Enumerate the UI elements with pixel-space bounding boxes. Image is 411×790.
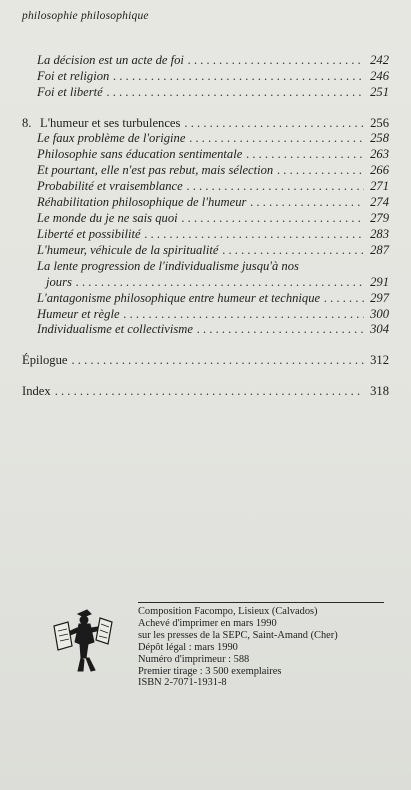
leader-dots [197, 322, 364, 337]
colophon-line: ISBN 2-7071-1931-8 [138, 677, 227, 689]
colophon-line: Composition Facompo, Lisieux (Calvados) [138, 606, 318, 617]
toc-entry-page: 266 [370, 163, 389, 177]
toc-entry-title: Le faux problème de l'origine [37, 131, 186, 145]
toc-entry-page: 287 [370, 243, 389, 257]
toc-entry [37, 85, 389, 100]
toc-entry-title: Liberté et possibilité [37, 227, 141, 241]
toc-entry-title: Foi et liberté [37, 85, 103, 99]
toc-entry-title: Index [22, 384, 51, 398]
toc-entry-title: L'humeur, véhicule de la spiritualité [37, 243, 219, 257]
leader-dots [246, 147, 364, 162]
leader-dots [189, 131, 364, 146]
leader-dots [187, 179, 364, 194]
toc-entry-page: 271 [370, 179, 389, 193]
toc-entry-page: 274 [370, 195, 389, 209]
toc-entry-page: 251 [370, 85, 389, 99]
colophon [138, 606, 338, 689]
toc-entry [37, 195, 389, 210]
toc-entry [37, 243, 389, 258]
toc-entry-page: 242 [370, 53, 389, 67]
toc-entry-page: 258 [370, 131, 389, 145]
toc-entry-page: 279 [370, 211, 389, 225]
chapter-title: L'humeur et ses turbulences [40, 116, 181, 130]
toc-entry-title: La décision est un acte de foi [37, 53, 184, 67]
toc-entry-title: Le monde du je ne sais quoi [37, 211, 178, 225]
leader-dots [145, 227, 364, 242]
toc-entry [37, 179, 389, 194]
toc-entry-page: 312 [370, 353, 389, 367]
toc-entry-page: 283 [370, 227, 389, 241]
leader-dots [222, 243, 364, 258]
toc-entry-title: Foi et religion [37, 69, 110, 83]
toc-entry [37, 227, 389, 242]
leader-dots [184, 116, 364, 131]
leader-dots [250, 195, 364, 210]
leader-dots [113, 69, 364, 84]
colophon-line: Premier tirage : 3 500 exemplaires [138, 665, 282, 677]
toc-entry-page: 300 [370, 307, 389, 321]
toc-entry [37, 291, 389, 306]
toc-entry-title: jours [46, 275, 72, 289]
toc-entry-title: Épilogue [22, 353, 68, 367]
colophon-line: Numéro d'imprimeur : 588 [138, 653, 250, 665]
toc-entry [46, 275, 389, 290]
toc-entry-page: 297 [370, 291, 389, 305]
colophon-line: Dépôt légal : mars 1990 [138, 641, 238, 653]
toc-entry-title: Individualisme et collectivisme [37, 322, 193, 336]
toc-epilogue [22, 353, 389, 368]
colophon-line: sur les presses de la SEPC, Saint-Amand (Cher) [138, 629, 338, 641]
leader-dots [107, 85, 364, 100]
leader-dots [182, 211, 364, 226]
leader-dots [71, 353, 364, 368]
toc-entry-title: Humeur et règle [37, 307, 120, 321]
toc-entry-page: 291 [370, 275, 389, 289]
toc-entry [37, 69, 389, 84]
toc-entry-title: L'antagonisme philosophique entre humeur et technique [37, 291, 321, 305]
toc-entry [37, 211, 389, 226]
toc-entry-title: Réhabilitation philosophique de l'humeur [37, 195, 247, 209]
leader-dots [124, 307, 364, 322]
toc-entry [37, 307, 389, 322]
toc-entry-title: La lente progression de l'individualisme jusqu'à nos [37, 259, 299, 273]
chapter-heading [22, 116, 389, 131]
toc-entry-page: 263 [370, 147, 389, 161]
toc-index [22, 384, 389, 399]
colophon-rule [138, 602, 384, 603]
toc-entry-title: Et pourtant, elle n'est pas rebut, mais sélection [37, 163, 274, 177]
leader-dots [324, 291, 364, 306]
printer-man-icon [50, 604, 116, 676]
toc-entry-title: Philosophie sans éducation sentimentale [37, 147, 243, 161]
toc-entry-page: 304 [370, 322, 389, 336]
chapter-page: 256 [370, 116, 389, 130]
toc-entry [37, 147, 389, 162]
toc-entry [37, 53, 389, 68]
toc-entry [37, 131, 389, 146]
colophon-line: Achevé d'imprimer en mars 1990 [138, 617, 277, 629]
leader-dots [76, 275, 364, 290]
toc-entry [37, 322, 389, 337]
toc-entry-page: 246 [370, 69, 389, 83]
running-head: philosophie philosophique [22, 10, 149, 22]
leader-dots [188, 53, 364, 68]
toc-entry [37, 163, 389, 178]
leader-dots [55, 384, 364, 399]
chapter-number: 8. [22, 116, 32, 130]
toc-entry-title: Probabilité et vraisemblance [37, 179, 183, 193]
toc-entry-page: 318 [370, 384, 389, 398]
leader-dots [277, 163, 364, 178]
